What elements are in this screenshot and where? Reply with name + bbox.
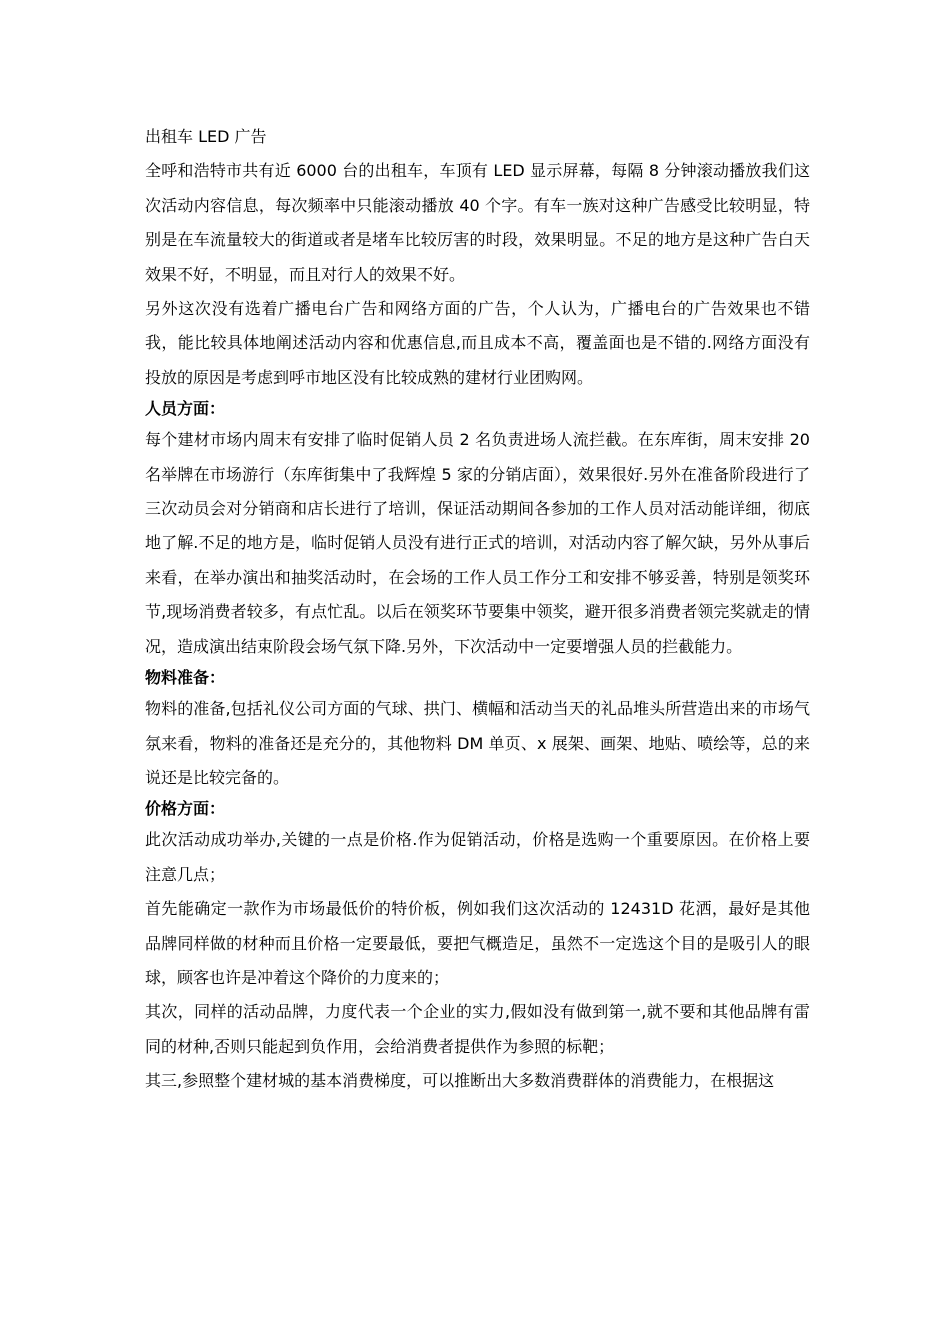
personnel-paragraph: 每个建材市场内周末有安排了临时促销人员 2 名负责进场人流拦截。在东库街，周末安排 20 名举牌在市场游行（东库街集中了我辉煌 5 家的分销店面），效果很好.另外在准备阶段进行了三次动员会对分销商和店长进行了培训，保证活动期间各参加的工作人员对活动能详细，彻底地了解.不足的地方是，临时促销人员没有进行正式的培训，对活动内容了解欠缺，另外从事后来看，在举办演出和抽奖活动时，在会场的工作人员工作分工和安排不够妥善，特别是领奖环节,现场消费者较多，有点忙乱。以后在领奖环节要集中领奖，避开很多消费者领完奖就走的情况，造成演出结束阶段会场气氛下降.另外，下次活动中一定要增强人员的拦截能力。 <box>145 430 810 656</box>
taxi-ad-paragraph: 全呼和浩特市共有近 6000 台的出租车，车顶有 LED 显示屏幕，每隔 8 分钟滚动播放我们这次活动内容信息，每次频率中只能滚动播放 40 个字。有车一族对这种广告感受比较明显，特别是在车流量较大的街道或者是堵车比较厉害的时段，效果明显。不足的地方是这种广告白天效果不好，不明显，而且对行人的效果不好。 <box>145 161 810 284</box>
personnel-heading: 人员方面： <box>145 399 226 419</box>
price-point-first-paragraph: 首先能确定一款作为市场最低价的特价板，例如我们这次活动的 12431D 花洒，最好是其他品牌同样做的材种而且价格一定要最低，要把气概造足，虽然不一定选这个目的是吸引人的眼球，顾客也许是冲着这个降价的力度来的； <box>145 899 810 987</box>
radio-web-ad-paragraph: 另外这次没有选着广播电台广告和网络方面的广告，个人认为，广播电台的广告效果也不错我，能比较具体地阐述活动内容和优惠信息,而且成本不高，覆盖面也是不错的.网络方面没有投放的原因是考虑到呼市地区没有比较成熟的建材行业团购网。 <box>145 299 810 387</box>
price-point-third-paragraph: 其三,参照整个建材城的基本消费梯度，可以推断出大多数消费群体的消费能力，在根据这 <box>145 1071 775 1091</box>
price-intro-paragraph: 此次活动成功举办,关键的一点是价格.作为促销活动，价格是选购一个重要原因。在价格上要注意几点； <box>145 830 810 884</box>
document-title: 出租车 LED 广告 <box>145 127 267 146</box>
price-heading: 价格方面： <box>145 799 226 819</box>
price-point-second-paragraph: 其次，同样的活动品牌，力度代表一个企业的实力,假如没有做到第一,就不要和其他品牌有雷同的材种,否则只能起到负作用，会给消费者提供作为参照的标靶； <box>145 1002 810 1056</box>
materials-paragraph: 物料的准备,包括礼仪公司方面的气球、拱门、横幅和活动当天的礼品堆头所营造出来的市场气氛来看，物料的准备还是充分的，其他物料 DM 单页、x 展架、画架、地贴、喷绘等，总的来说还是比较完备的。 <box>145 699 810 787</box>
document-page <box>145 120 810 1099</box>
materials-heading: 物料准备： <box>145 668 226 688</box>
